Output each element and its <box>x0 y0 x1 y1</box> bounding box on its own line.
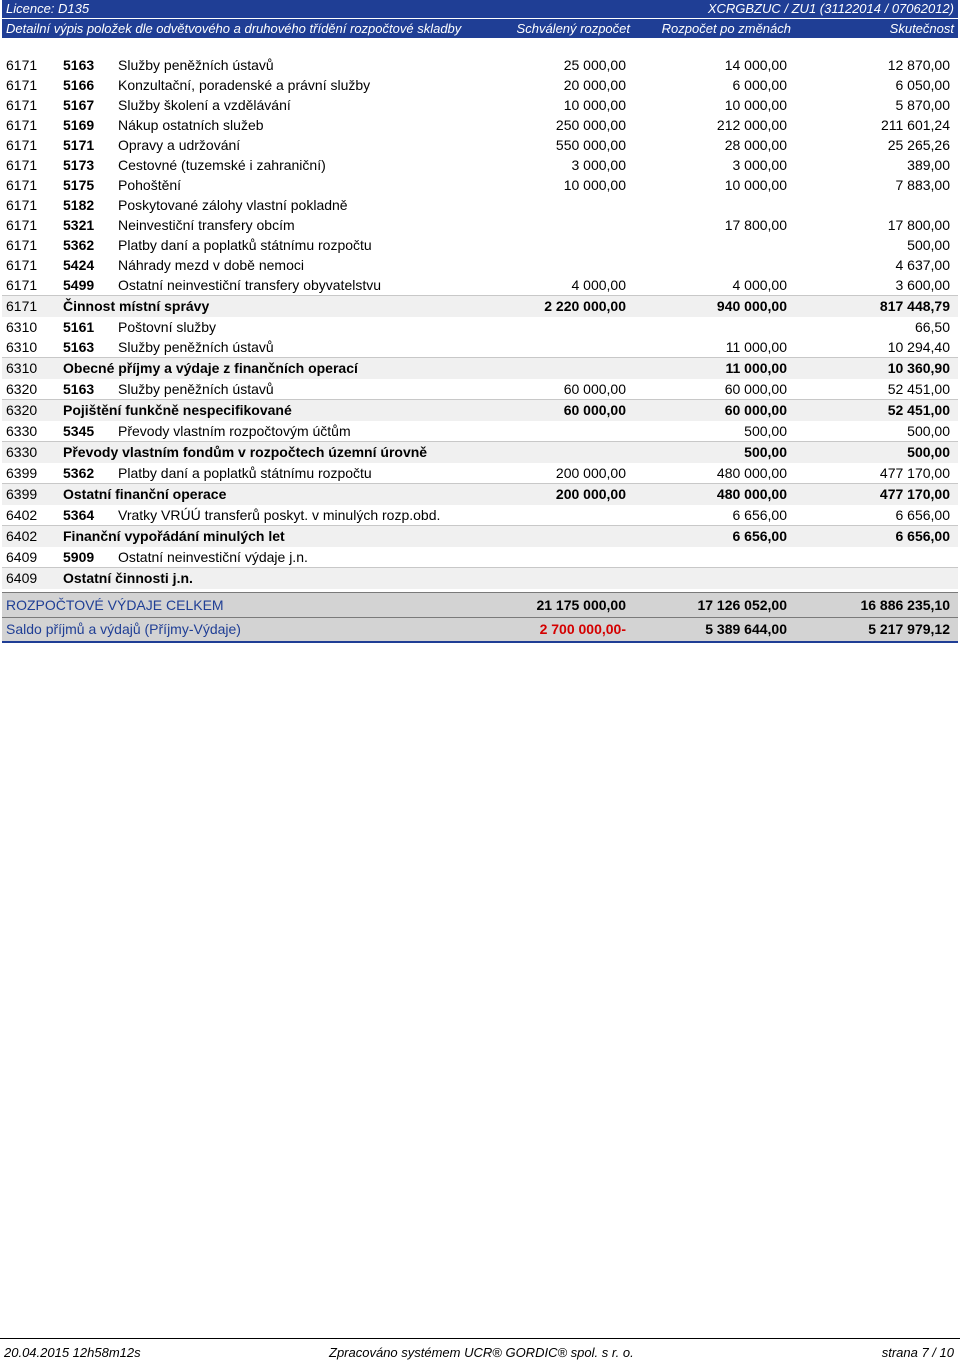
approved-budget-value: 25 000,00 <box>563 57 626 73</box>
item-code: 5321 <box>63 217 95 233</box>
item-name: Cestovné (tuzemské i zahraniční) <box>118 157 326 173</box>
table-row <box>2 115 958 135</box>
actual-value: 500,00 <box>907 444 950 460</box>
paragraph-code: 6171 <box>6 57 38 73</box>
table-row <box>2 155 958 175</box>
actual-value: 6 656,00 <box>895 528 950 544</box>
actual-value: 52 451,00 <box>887 402 950 418</box>
subtotal-row <box>2 525 958 547</box>
table-row <box>2 135 958 155</box>
item-name: Nákup ostatních služeb <box>118 117 264 133</box>
paragraph-code: 6171 <box>6 197 38 213</box>
approved-budget-value: 3 000,00 <box>571 157 626 173</box>
paragraph-code: 6171 <box>6 257 38 273</box>
paragraph-code: 6310 <box>6 339 38 355</box>
budget-after-changes-value: 17 800,00 <box>724 217 787 233</box>
actual-value: 4 637,00 <box>895 257 950 273</box>
total-label: ROZPOČTOVÉ VÝDAJE CELKEM <box>6 597 224 613</box>
budget-after-changes-value: 3 000,00 <box>732 157 787 173</box>
table-row <box>2 255 958 275</box>
approved-budget-value: 2 220 000,00 <box>544 298 626 314</box>
item-name: Převody vlastním rozpočtovým účtům <box>118 423 351 439</box>
budget-after-changes-value: 480 000,00 <box>716 465 787 481</box>
budget-after-changes-value: 60 000,00 <box>724 402 787 418</box>
paragraph-code: 6330 <box>6 444 38 460</box>
budget-after-changes-value: 5 389 644,00 <box>705 621 787 637</box>
table-row <box>2 55 958 75</box>
table-row <box>2 195 958 215</box>
paragraph-name: Převody vlastním fondům v rozpočtech územní úrovně <box>63 444 428 460</box>
actual-value: 7 883,00 <box>895 177 950 193</box>
actual-value: 52 451,00 <box>887 381 950 397</box>
subtotal-row <box>2 357 958 379</box>
approved-budget-value: 10 000,00 <box>563 177 626 193</box>
item-name: Vratky VRÚÚ transferů poskyt. v minulých rozp.obd. <box>118 507 441 523</box>
table-row <box>2 95 958 115</box>
budget-after-changes-value: 500,00 <box>744 423 787 439</box>
budget-after-changes-value: 14 000,00 <box>724 57 787 73</box>
actual-value: 5 870,00 <box>895 97 950 113</box>
actual-value: 500,00 <box>907 237 950 253</box>
column-header-after-changes: Rozpočet po změnách <box>661 21 791 36</box>
page-footer <box>0 1338 960 1362</box>
paragraph-code: 6399 <box>6 465 38 481</box>
item-code: 5182 <box>63 197 95 213</box>
budget-after-changes-value: 4 000,00 <box>732 277 787 293</box>
actual-value: 500,00 <box>907 423 950 439</box>
item-code: 5163 <box>63 339 95 355</box>
paragraph-name: Ostatní finanční operace <box>63 486 227 502</box>
actual-value: 477 170,00 <box>879 465 950 481</box>
table-row <box>2 505 958 525</box>
approved-budget-value: 10 000,00 <box>563 97 626 113</box>
subtotal-row <box>2 483 958 505</box>
actual-value: 389,00 <box>907 157 950 173</box>
licence-label: Licence: D135 <box>6 1 90 16</box>
item-name: Konzultační, poradenské a právní služby <box>118 77 371 93</box>
item-name: Neinvestiční transfery obcím <box>118 217 295 233</box>
item-name: Pohoštění <box>118 177 182 193</box>
subtotal-row <box>2 567 958 589</box>
budget-after-changes-value: 480 000,00 <box>716 486 787 502</box>
subtotal-row <box>2 441 958 463</box>
table-row <box>2 337 958 357</box>
report-header-top <box>2 0 958 18</box>
item-code: 5364 <box>63 507 95 523</box>
report-header-columns <box>2 19 958 38</box>
paragraph-code: 6171 <box>6 117 38 133</box>
budget-after-changes-value: 500,00 <box>744 444 787 460</box>
actual-value: 25 265,26 <box>887 137 950 153</box>
actual-value: 66,50 <box>914 319 950 335</box>
budget-after-changes-value: 60 000,00 <box>724 381 787 397</box>
item-code: 5175 <box>63 177 95 193</box>
item-code: 5163 <box>63 381 95 397</box>
total-expenses-row <box>2 592 958 617</box>
paragraph-code: 6402 <box>6 507 38 523</box>
item-name: Poštovní služby <box>118 319 217 335</box>
approved-budget-value: 4 000,00 <box>571 277 626 293</box>
table-row <box>2 75 958 95</box>
budget-after-changes-value: 940 000,00 <box>716 298 787 314</box>
item-name: Služby peněžních ústavů <box>118 381 274 397</box>
column-header-actual: Skutečnost <box>889 21 954 36</box>
table-row <box>2 379 958 399</box>
item-name: Ostatní neinvestiční transfery obyvatelstvu <box>118 277 382 293</box>
item-code: 5166 <box>63 77 95 93</box>
actual-value: 3 600,00 <box>895 277 950 293</box>
actual-value: 16 886 235,10 <box>860 597 950 613</box>
item-name: Platby daní a poplatků státnímu rozpočtu <box>118 465 372 481</box>
item-name: Služby peněžních ústavů <box>118 339 274 355</box>
item-code: 5161 <box>63 319 95 335</box>
budget-after-changes-value: 212 000,00 <box>716 117 787 133</box>
paragraph-code: 6310 <box>6 319 38 335</box>
footer-page-number: strana 7 / 10 <box>881 1345 954 1360</box>
report-code: XCRGBZUC / ZU1 (31122014 / 07062012) <box>707 1 954 16</box>
paragraph-code: 6171 <box>6 217 38 233</box>
subtotal-row <box>2 295 958 317</box>
paragraph-code: 6171 <box>6 157 38 173</box>
budget-after-changes-value: 6 656,00 <box>732 507 787 523</box>
table-row <box>2 547 958 567</box>
column-header-approved: Schválený rozpočet <box>516 21 630 36</box>
item-code: 5499 <box>63 277 95 293</box>
item-name: Služby peněžních ústavů <box>118 57 274 73</box>
budget-after-changes-value: 10 000,00 <box>724 177 787 193</box>
table-row <box>2 235 958 255</box>
paragraph-code: 6171 <box>6 177 38 193</box>
item-code: 5345 <box>63 423 95 439</box>
item-name: Ostatní neinvestiční výdaje j.n. <box>118 549 308 565</box>
budget-after-changes-value: 6 000,00 <box>732 77 787 93</box>
paragraph-name: Činnost místní správy <box>63 298 210 314</box>
budget-table <box>2 55 958 643</box>
table-row <box>2 463 958 483</box>
item-name: Platby daní a poplatků státnímu rozpočtu <box>118 237 372 253</box>
paragraph-code: 6399 <box>6 486 38 502</box>
approved-budget-value: 200 000,00 <box>555 486 626 502</box>
subtotal-row <box>2 399 958 421</box>
actual-value: 17 800,00 <box>887 217 950 233</box>
actual-value: 817 448,79 <box>879 298 950 314</box>
paragraph-code: 6171 <box>6 137 38 153</box>
item-code: 5171 <box>63 137 95 153</box>
item-code: 5362 <box>63 237 95 253</box>
approved-budget-value: 250 000,00 <box>555 117 626 133</box>
paragraph-code: 6409 <box>6 570 38 586</box>
budget-after-changes-value: 10 000,00 <box>724 97 787 113</box>
actual-value: 6 050,00 <box>895 77 950 93</box>
actual-value: 5 217 979,12 <box>868 621 950 637</box>
budget-after-changes-value: 11 000,00 <box>725 360 787 376</box>
item-name: Náhrady mezd v době nemoci <box>118 257 304 273</box>
paragraph-code: 6171 <box>6 237 38 253</box>
table-row <box>2 421 958 441</box>
approved-budget-value: 21 175 000,00 <box>536 597 626 613</box>
paragraph-code: 6330 <box>6 423 38 439</box>
paragraph-code: 6409 <box>6 549 38 565</box>
item-code: 5173 <box>63 157 95 173</box>
item-code: 5424 <box>63 257 95 273</box>
approved-budget-value: 60 000,00 <box>563 402 626 418</box>
paragraph-code: 6402 <box>6 528 38 544</box>
table-row <box>2 215 958 235</box>
footer-timestamp: 20.04.2015 12h58m12s <box>4 1345 141 1360</box>
item-name: Poskytované zálohy vlastní pokladně <box>118 197 348 213</box>
paragraph-code: 6171 <box>6 277 38 293</box>
paragraph-name: Ostatní činnosti j.n. <box>63 570 193 586</box>
item-name: Služby školení a vzdělávání <box>118 97 291 113</box>
budget-after-changes-value: 11 000,00 <box>725 339 787 355</box>
paragraph-name: Finanční vypořádání minulých let <box>63 528 285 544</box>
budget-after-changes-value: 28 000,00 <box>724 137 787 153</box>
actual-value: 477 170,00 <box>879 486 950 502</box>
approved-budget-value: 200 000,00 <box>555 465 626 481</box>
actual-value: 6 656,00 <box>895 507 950 523</box>
item-code: 5169 <box>63 117 95 133</box>
actual-value: 10 294,40 <box>887 339 950 355</box>
paragraph-code: 6171 <box>6 97 38 113</box>
paragraph-code: 6310 <box>6 360 38 376</box>
actual-value: 12 870,00 <box>887 57 950 73</box>
approved-budget-value: 2 700 000,00- <box>539 621 626 637</box>
report-description: Detailní výpis položek dle odvětvového a druhového třídění rozpočtové skladby <box>6 21 462 36</box>
paragraph-name: Obecné příjmy a výdaje z finančních operací <box>63 360 358 376</box>
table-row <box>2 175 958 195</box>
paragraph-code: 6171 <box>6 298 38 314</box>
approved-budget-value: 550 000,00 <box>555 137 626 153</box>
paragraph-name: Pojištění funkčně nespecifikované <box>63 402 292 418</box>
table-row <box>2 317 958 337</box>
paragraph-code: 6320 <box>6 381 38 397</box>
paragraph-code: 6320 <box>6 402 38 418</box>
balance-row <box>2 617 958 643</box>
item-name: Opravy a udržování <box>118 137 241 153</box>
balance-label: Saldo příjmů a výdajů (Příjmy-Výdaje) <box>6 621 241 637</box>
actual-value: 10 360,90 <box>887 360 950 376</box>
item-code: 5909 <box>63 549 95 565</box>
footer-processed-by: Zpracováno systémem UCR® GORDIC® spol. s r. o. <box>329 1345 634 1360</box>
budget-after-changes-value: 6 656,00 <box>732 528 787 544</box>
actual-value: 211 601,24 <box>880 117 950 133</box>
item-code: 5163 <box>63 57 95 73</box>
budget-after-changes-value: 17 126 052,00 <box>697 597 787 613</box>
approved-budget-value: 20 000,00 <box>563 77 626 93</box>
paragraph-code: 6171 <box>6 77 38 93</box>
table-row <box>2 275 958 295</box>
item-code: 5362 <box>63 465 95 481</box>
item-code: 5167 <box>63 97 95 113</box>
approved-budget-value: 60 000,00 <box>563 381 626 397</box>
